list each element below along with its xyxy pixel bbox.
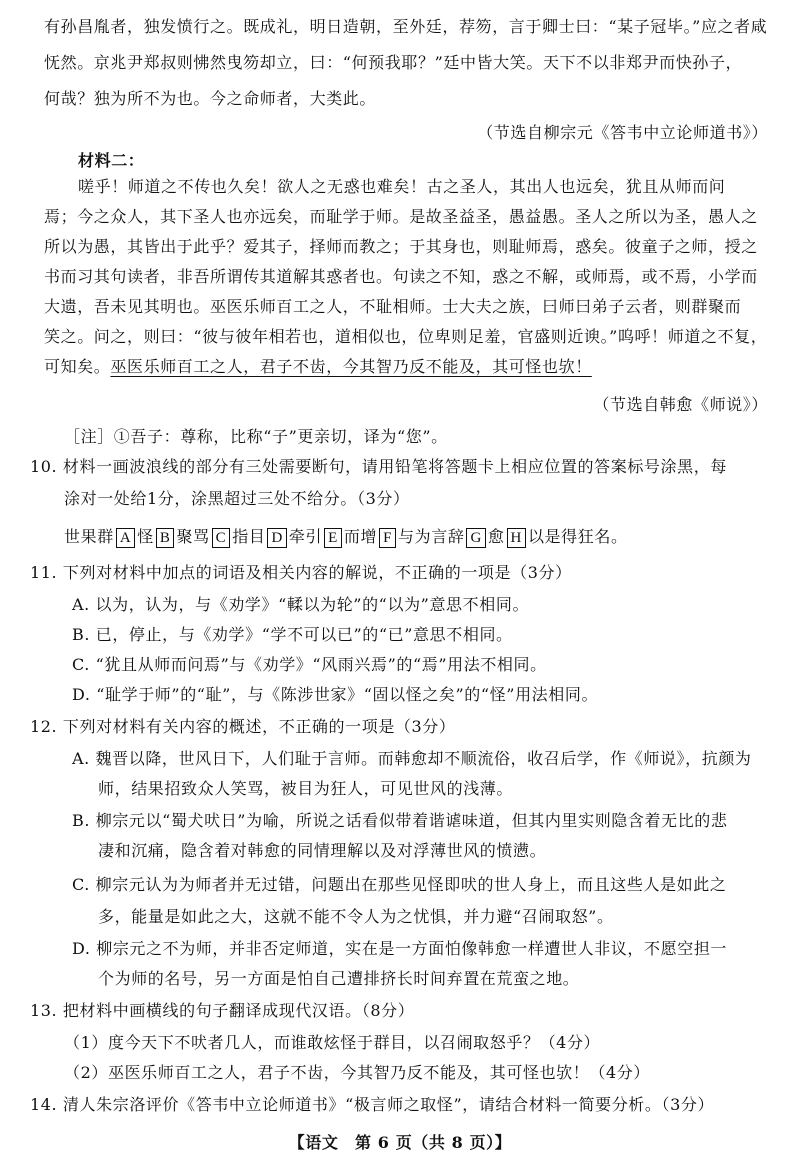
q13-stem: 13. 把材料中画横线的句子翻译成现代汉语。（8分） [30,1001,415,1020]
q10-mark-h[interactable]: H [507,528,526,548]
q11-option-d[interactable]: D. “耻学于师”的“耻”，与《陈涉世家》“固以怪之矣”的“怪”用法相同。 [72,685,599,704]
q13-sentence-2: （2）巫医乐师百工之人，君子不齿，今其智乃反不能及，其可怪也欤！（4分） [64,1063,650,1082]
q12-option-d-line-2[interactable]: 个为师的名号，另一方面是怕自己遭排挤长时间弃置在荒蛮之地。 [98,969,580,988]
q10-seg-5: 而增 [343,527,378,546]
q10-mark-b[interactable]: B [156,528,175,548]
q12-stem: 12. 下列对材料有关内容的概述，不正确的一项是（3分） [30,717,456,736]
material2-line-7-text: 可知矣。 [44,357,111,376]
material2-line-7 [44,354,592,380]
q10-mark-c[interactable]: C [212,528,231,548]
q12-option-a-line-1[interactable]: A. 魏晋以降，世风日下，人们耻于言师。而韩愈却不顺流俗，收召后学，作《师说》，抗颜为 [72,749,752,768]
q10-mark-e[interactable]: E [324,528,342,548]
material2-source: （节选自韩愈《师说》） [593,395,768,414]
q10-seg-1: 怪 [137,527,154,546]
q13-sentence-1: （1）度今天下不吠者几人，而谁敢炫怪于群目，以召闹取怒乎？（4分） [64,1033,601,1052]
q10-mark-g[interactable]: G [466,528,485,548]
page-footer: 【语文 第 6 页（共 8 页）】 [288,1133,512,1152]
q12-option-a-line-2[interactable]: 师，结果招致众人笑骂，被目为狂人，可见世风的浅薄。 [98,779,514,798]
q10-stem-line-1: 10. 材料一画波浪线的部分有三处需要断句，请用铅笔将答题卡上相应位置的答案标号涂黑，每 [30,457,727,476]
q12-option-d-line-1[interactable]: D. 柳宗元之不为师，并非否定师道，实在是一方面怕像韩愈一样遭世人非议，不愿空担一 [72,939,728,958]
note: ［注］①吾子：尊称，比称“子”更亲切，译为“您”。 [64,427,448,446]
material2-line-1: 嗟乎！师道之不传也久矣！欲人之无惑也难矣！古之圣人，其出人也远矣，犹且从师而问 [78,177,726,196]
material2-line-6: 笑之。问之，则曰：“彼与彼年相若也，道相似也，位卑则足羞，官盛则近谀。”呜呼！师道之不复， [44,327,768,346]
material2-title: 材料二： [78,151,145,170]
q10-seg-2: 聚骂 [176,527,210,546]
q12-option-c-line-1[interactable]: C. 柳宗元认为为师者并无过错，问题出在那些见怪即吠的世人身上，而且这些人是如此之 [72,875,727,894]
material1-line-1: 有孙昌胤者，独发愤行之。既成礼，明日造朝，至外廷，荐笏，言于卿士曰：“某子冠毕。”应之者咸 [44,17,768,36]
q10-seg-8: 以是得狂名。 [527,527,628,546]
q11-option-c[interactable]: C. “犹且从师而问焉”与《劝学》“风雨兴焉”的“焉”用法不相同。 [72,655,547,674]
q11-stem: 11. 下列对材料中加点的词语及相关内容的解说，不正确的一项是（3分） [30,563,572,582]
q10-mark-a[interactable]: A [116,528,135,548]
q10-stem-line-2: 涂对一处给1分，涂黑超过三处不给分。（3分） [64,489,410,508]
q10-seg-6: 与为言辞 [398,527,465,546]
q12-option-b-line-1[interactable]: B. 柳宗元以“蜀犬吠日”为喻，所说之话看似带着谐谑味道，但其内里实则隐含着无比的悲 [72,811,728,830]
q14-stem: 14. 清人朱宗洛评价《答韦中立论师道书》“极言师之取怪”，请结合材料一简要分析。（3分） [30,1095,715,1114]
q11-option-a[interactable]: A. 以为，认为，与《劝学》“輮以为轮”的“以为”意思不相同。 [72,595,530,614]
q12-option-b-line-2[interactable]: 凄和沉痛，隐含着对韩愈的同情理解以及对浮薄世风的愤懑。 [98,841,547,860]
q10-segment-line [64,524,628,550]
q10-seg-4: 牵引 [288,527,323,546]
q10-seg-3: 指目 [232,527,266,546]
q11-option-b[interactable]: B. 已，停止，与《劝学》“学不可以已”的“已”意思不相同。 [72,625,513,644]
material1-source: （节选自柳宗元《答韦中立论师道书》） [477,123,768,142]
underlined-sentence: 巫医乐师百工之人，君子不齿，今其智乃反不能及，其可怪也欤！ [110,357,592,376]
material1-line-3: 何哉？独为所不为也。今之命师者，大类此。 [44,89,377,108]
q10-mark-d[interactable]: D [267,528,286,548]
q12-option-c-line-2[interactable]: 多，能量是如此之大，这就不能不令人为之忧惧，并力避“召闹取怒”。 [98,907,614,926]
material1-line-2: 怃然。京兆尹郑叔则怫然曳笏却立，曰：“何预我耶？”廷中皆大笑。天下不以非郑尹而快孙子， [44,53,743,72]
material2-line-5: 大遗，吾未见其明也。巫医乐师百工之人，不耻相师。士大夫之族，曰师曰弟子云者，则群聚而 [44,297,742,316]
q10-seg-0: 世果群 [64,527,114,546]
material2-line-4: 书而习其句读者，非吾所谓传其道解其惑者也。句读之不知，惑之不解，或师焉，或不焉，小学而 [44,267,758,286]
q10-mark-f[interactable]: F [379,528,396,548]
material2-line-2: 焉；今之众人，其下圣人也亦远矣，而耻学于师。是故圣益圣，愚益愚。圣人之所以为圣，愚人之 [44,207,758,226]
material2-line-3: 所以为愚，其皆出于此乎？爱其子，择师而教之；于其身也，则耻师焉，惑矣。彼童子之师，授之 [44,237,758,256]
q10-seg-7: 愈 [487,527,505,546]
